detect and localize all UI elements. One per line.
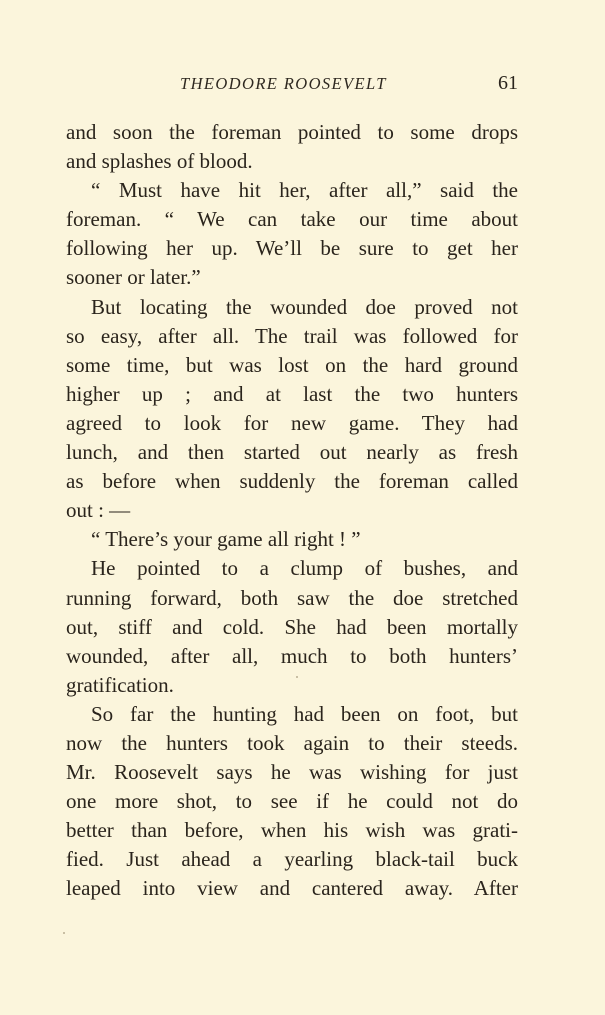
text-line: and splashes of blood. (66, 149, 253, 174)
text-line: wounded, after all, much to both hunters’ (66, 643, 518, 668)
text-line: as before when suddenly the foreman called (66, 469, 518, 494)
running-title: THEODORE ROOSEVELT (180, 74, 387, 93)
text-line: one more shot, to see if he could not do (66, 789, 518, 814)
text-line: foreman. “ We can take our time about (66, 207, 518, 232)
text-line: “ Must have hit her, after all,” said the (91, 178, 518, 203)
text-line: higher up ; and at last the two hunters (66, 381, 518, 406)
text-line: gratification. (66, 672, 174, 697)
text-line: He pointed to a clump of bushes, and (91, 556, 518, 581)
text-line: fied. Just ahead a yearling black-tail buck (66, 847, 518, 872)
text-line: lunch, and then started out nearly as fresh (66, 440, 518, 465)
paper-speck (296, 676, 298, 678)
text-line: running forward, both saw the doe stretched (66, 585, 518, 610)
body-text (66, 118, 518, 904)
text-line: following her up. We’ll be sure to get her (66, 236, 518, 261)
text-line: out : — (66, 498, 131, 523)
page-header (66, 74, 518, 98)
text-line: But locating the wounded doe proved not (91, 294, 518, 319)
text-line: out, stiff and cold. She had been mortally (66, 614, 518, 639)
paper-speck (63, 932, 65, 934)
text-line: Mr. Roosevelt says he was wishing for just (66, 760, 518, 785)
text-line: leaped into view and cantered away. After (66, 876, 518, 901)
text-line: some time, but was lost on the hard ground (66, 352, 518, 377)
text-line: so easy, after all. The trail was followed for (66, 323, 518, 348)
text-line: “ There’s your game all right ! ” (91, 527, 361, 552)
text-line: and soon the foreman pointed to some drops (66, 120, 518, 144)
text-line: agreed to look for new game. They had (66, 410, 518, 435)
text-line: now the hunters took again to their steeds. (66, 730, 518, 755)
page-number: 61 (498, 72, 518, 94)
text-line: better than before, when his wish was grati- (66, 818, 518, 843)
text-line: So far the hunting had been on foot, but (91, 701, 518, 726)
text-line: sooner or later.” (66, 265, 201, 290)
